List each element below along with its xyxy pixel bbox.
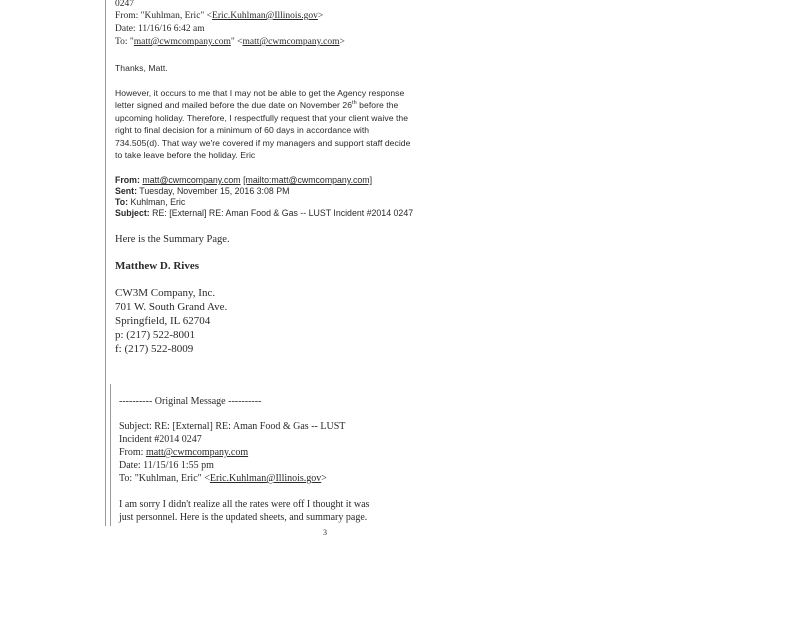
signature-company: CW3M Company, Inc. (115, 287, 216, 299)
fwd-from-mailto-link[interactable]: [mailto:matt@cwmcompany.com] (243, 175, 373, 185)
signature-address-1: 701 W. South Grand Ave. (115, 301, 228, 313)
reply-line-2 (115, 101, 398, 110)
fwd-from-line (115, 176, 372, 185)
reply-sup: th (352, 100, 357, 107)
reply-line-5: 734.505(d). That way we're covered if my managers and support staff decide (115, 138, 411, 148)
header-from-email-link[interactable]: Eric.Kuhlman@Illinois.gov (212, 11, 318, 21)
original-to-label: To: "Kuhlman, Eric" < (119, 473, 210, 484)
reply-line-2-text: letter signed and mailed before the due date on November 26 (115, 100, 353, 110)
signature-fax: f: (217) 522-8009 (115, 343, 194, 355)
header-from-label: From: (115, 11, 139, 21)
reply-line-2-tail: before the (356, 100, 399, 110)
reply-line-4: right to final decision for a minimum of 60 days in accordance with (115, 125, 370, 135)
signature-phone: p: (217) 522-8001 (115, 329, 196, 341)
original-from-email-link[interactable]: matt@cwmcompany.com (145, 447, 249, 458)
message-body: Here is the Summary Page. (115, 234, 230, 245)
fwd-sent-line (115, 187, 289, 196)
header-from-gt: > (317, 11, 324, 21)
original-to-gt: > (321, 473, 327, 484)
original-subject-1: Subject: RE: [External] RE: Aman Food & Gas -- LUST (119, 421, 346, 432)
reply-greeting: Thanks, Matt. (115, 63, 168, 73)
fwd-to-value: Kuhlman, Eric (130, 197, 186, 207)
header-to-gt: > (339, 37, 345, 47)
reply-line-3: upcoming holiday. Therefore, I respectfully request that your client waive the (115, 113, 409, 123)
reply-line-1: However, it occurs to me that I may not be able to get the Agency response (115, 88, 405, 98)
original-body-2: just personnel. Here is the updated sheets, and summary page. (119, 512, 368, 523)
original-subject-2: Incident #2014 0247 (119, 434, 202, 445)
quote-bar-inner (110, 384, 111, 526)
header-date: Date: 11/16/16 6:42 am (115, 24, 205, 34)
fwd-to-label: To: (115, 197, 129, 207)
fwd-subject-label: Subject: (115, 208, 150, 218)
signature-name: Matthew D. Rives (115, 260, 200, 272)
reply-line-6: to take leave before the holiday. Eric (115, 150, 256, 160)
quote-bar-outer (105, 0, 106, 526)
fwd-from-email-link[interactable]: matt@cwmcompany.com (142, 175, 241, 185)
header-to-name-link[interactable]: matt@cwmcompany.com (133, 37, 231, 47)
original-date: Date: 11/15/16 1:55 pm (119, 460, 214, 471)
header-to-mid: " < (230, 37, 243, 47)
original-from-line (119, 448, 248, 458)
fwd-subject-value: RE: [External] RE: Aman Food & Gas -- LUST Incident #2014 0247 (152, 208, 414, 218)
page-number: 3 (323, 528, 327, 537)
fwd-sent-label: Sent: (115, 186, 137, 196)
fwd-sent-value: Tuesday, November 15, 2016 3:08 PM (139, 186, 290, 196)
original-from-label: From: (119, 447, 146, 458)
original-divider: ---------- Original Message ---------- (119, 396, 262, 407)
header-from-line (115, 12, 323, 22)
fwd-to-line (115, 198, 185, 207)
original-body-1: I am sorry I didn't realize all the rates were off I thought it was (119, 499, 370, 510)
header-from-lt: < (206, 11, 213, 21)
header-to-line (115, 38, 345, 48)
signature-address-2: Springfield, IL 62704 (115, 315, 211, 327)
fwd-subject-line (115, 209, 413, 218)
original-to-line (119, 474, 327, 484)
original-to-email-link[interactable]: Eric.Kuhlman@Illinois.gov (209, 473, 322, 484)
top-fragment: 0247 (115, 0, 134, 9)
header-from-name: "Kuhlman, Eric" (140, 11, 205, 21)
header-to-label: To: " (115, 37, 134, 47)
header-to-email-link[interactable]: matt@cwmcompany.com (242, 37, 340, 47)
fwd-from-label: From: (115, 175, 140, 185)
